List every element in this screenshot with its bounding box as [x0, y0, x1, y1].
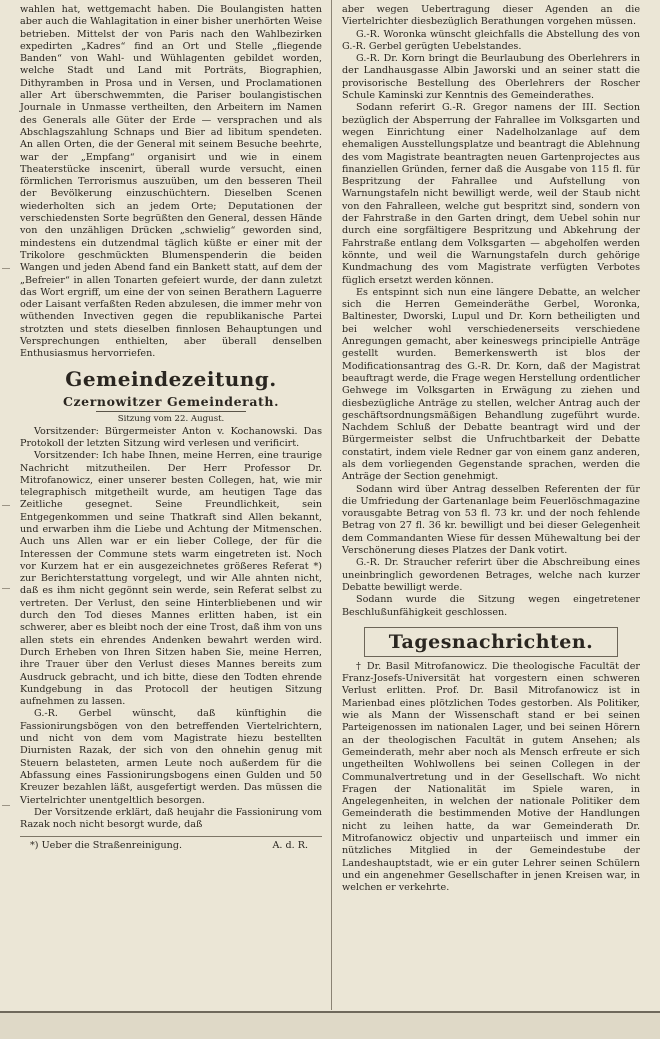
council-subtitle: Czernowitzer Gemeinderath. — [62, 393, 280, 409]
margin-mark — [2, 588, 10, 589]
column-divider — [331, 0, 332, 1010]
left-column — [20, 4, 322, 852]
council-paragraph: G.-R. Dr. Straucher referirt über die Abschreibung eines uneinbringlich gewordenen Betrages, welche nach kurzer Debatte bewilligt werde. — [342, 557, 640, 593]
council-paragraph: Sodann referirt G.-R. Gregor namens der III. Section bezüglich der Absperrung der Fahrallee im Volksgarten und wegen Einrichtung einer Nadelholzanlage auf dem ehemaligen Ausstellungsplatze und beantragt die Ablehnung des vom Magistrate beantragten neuen Gartenprojectes aus finanziellen Gründen, ferner daß die Ausgabe von 115 fl. für Bespritzung der Fahrallee und Aufstellung von Warnungstafeln nicht bewilligt werde, weil der Staub nicht von den Fahralleen, welche gut bespritzt sind, sondern von der Fahrstraße in den Garten dringt, dem Uebel sohin nur durch eine sorgfältigere Bespritzung und Abkehrung der Fahrstraße entlang dem Volksgarten — abgeholfen werden könnte, und weil die Warnungstafeln durch gehörige Kundmachung des vom Magistrate verfügten Verbotes füglich ersetzt werden können. — [342, 102, 640, 286]
footnote-signature: A. d. R. — [272, 840, 308, 852]
footnote-rule — [20, 836, 322, 837]
chair-paragraph: Vorsitzender: Bürgermeister Anton v. Kochanowski. Das Protokoll der letzten Sitzung wird verlesen und verificirt. — [20, 425, 322, 449]
margin-mark — [2, 268, 10, 269]
subtitle-rule — [96, 411, 246, 412]
page-bottom-margin — [0, 1013, 660, 1039]
council-paragraph: Sodann wurde die Sitzung wegen eingetretener Beschlußunfähigkeit geschlossen. — [342, 594, 640, 618]
session-date: Sitzung vom 22. August. — [117, 413, 225, 424]
gerbel-paragraph: G.-R. Gerbel wünscht, daß künftighin die Fassionirungsbögen von den betreffenden Viertelrichtern, und nicht von dem vom Magistrate hiezu bestellten Diurnisten Razak, der sich von den ohnehin genug mit Steuern belasteten, armen Leute noch außerdem für die Abfassung eines Fassionirungsbogens einen Gulden und 50 Kreuzer bezahlen läßt, ausgefertigt werden. Das müssen die Viertelrichter unentgeltlich besorgen. — [20, 708, 322, 806]
chair-reply-paragraph: Der Vorsitzende erklärt, daß heujahr die Fassionirung vom Razak noch nicht besorgt wurde, daß — [20, 806, 322, 831]
footnote-text: *) Ueber die Straßenreinigung. — [30, 840, 183, 852]
margin-mark — [2, 805, 10, 806]
right-column — [342, 4, 640, 894]
intro-paragraph: wahlen hat, wettgemacht haben. Die Boulangisten hatten aber auch die Wahlagitation in einer bisher unerhörten Weise betrieben. Mittelst der von Paris nach den Wahlbezirken expedirten „Kadres“ find an Ort und Stelle „fliegende Banden“ von Wahl- und Wühlagenten gebildet worden, welche Stadt und Land mit Porträts, Biographien, Dithyramben in Prosa und in Versen, und Proclamationen aller Art überschwemmten, die Pariser boulangistischen Journale in Unmasse vertheilten, den Arbeitern im Namen des Generals alle Güter der Erde — versprachen und als Abschlagszahlung Schnaps und Bier ad libitum spendeten. An allen Orten, die der General mit seinem Besuche beehrte, war der „Empfang“ organisirt und wie in einem Theaterstücke inscenirt, überall wurde versucht, einen förmlichen Terrorismus auszuüben, um den besseren Theil der Bevölkerung einzuschüchtern. Dieselben Scenen wiederholten sich an jedem Orte; Deputationen der verschiedensten Sorte begrüßten den General, dessen Hände von den unzähligen Drücken „schwielig“ geworden sind, mindestens ein dutzendmal täglich küßte er einer mit der Trikolore geschmückten Blumenspenderin die beiden Wangen und jeden Abend fand ein Bankett statt, auf dem der „Befreier“ in allen Tonarten gefeiert wurde, der dann zuletzt das Wort ergriff, um eine der von seinen Berathern Laguerre oder Laisant verfaßten Reden abzulesen, die immer mehr von wüthenden Invectiven gegen die republikanische Partei strotzten und stets dieselben finnlosen Behauptungen und Versprechungen enthielten, aber überall denselben Enthusiasmus hervorriefen. — [20, 4, 322, 360]
margin-mark — [2, 505, 10, 506]
news-paragraph: † Dr. Basil Mitrofanowicz. Die theologische Facultät der Franz-Josefs-Universität hat vorgestern einen schweren Verlust erlitten. Prof. Dr. Basil Mitrofanowicz ist in Marienbad eines plötzlichen Todes gestorben. Als Politiker, wie als Mann der Wissenschaft stand er bei seinen Parteigenossen im nationalen Lager, und bei seinen Hörern an der theologischen Facultät in gutem Ansehen; als Gemeinderath, mehr aber noch als Mensch erfreute er sich ungetheilten Wohlwollens bei seinen Collegen in der Communalvertretung und in der Gesellschaft. Wo nicht Fragen der Nationalität im Spiele waren, in Angelegenheiten, in welchen der nationale Politiker dem Gemeinderath die bestimmenden Motive der Handlungen nicht zu leihen hatte, da war Gemeinderath Dr. Mitrofanowicz objectiv und unparteiisch und immer ein nützliches Mitglied in der Gemeindestube der Landeshauptstadt, wie er ein guter Lehrer seinen Schülern und ein angenehmer Gesellschafter in jenen Kreisen war, in welchen er verkehrte. — [342, 660, 640, 894]
section-title-gemeindezeitung: Gemeindezeitung. — [65, 366, 277, 391]
council-paragraph: Sodann wird über Antrag desselben Referenten der für die Umfriedung der Gartenanlage beim Feuerlöschmagazine vorausgabte Betrag von 53 fl. 73 kr. und der noch fehlende Betrag von 27 fl. 36 kr. bewilligt und bei dieser Gelegenheit dem Commandanten Wiese für dessen Mühewaltung bei der Verschönerung dieses Platzes der Dank votirt. — [342, 483, 640, 557]
speech-paragraph: Vorsitzender: Ich habe Ihnen, meine Herren, eine traurige Nachricht mitzutheilen. Der Herr Professor Dr. Mitrofanowicz, einer unserer besten Collegen, hat, wie mir telegraphisch mitgetheilt wurde, am heutigen Tage das Zeitliche gesegnet. Seine Freundlichkeit, sein Entgegenkommen und seine Thatkraft sind Allen bekannt, und erwarben ihm die Liebe und Achtung der Mitmenschen. Auch uns Allen war er ein lieber College, der für die Interessen der Commune stets warm eingetreten ist. Noch vor Kurzem hat er ein ausgezeichnetes größeres Referat *) zur Berichterstattung vorgelegt, und wir Alle ahnten nicht, daß es ihm nicht gegönnt sein werde, sein Referat selbst zu vertreten. Der Verlust, den seine Hinterbliebenen und wir durch den Tod dieses Mannes erlitten haben, ist ein schwerer, aber es bleibt noch der eine Trost, daß ihm von uns allen stets ein ehrendes Andenken bewahrt werden wird. Durch Erheben von Ihren Sitzen haben Sie, meine Herren, ihre Trauer über den Verlust dieses Mannes bereits zum Ausdruck gebracht, und ich bitte, diese den Todten ehrende Kundgebung in das Protocoll der heutigen Sitzung aufnehmen zu lassen. — [20, 450, 322, 708]
council-paragraph: G.-R. Woronka wünscht gleichfalls die Abstellung des von G.-R. Gerbel gerügten Uebelstandes. — [342, 28, 640, 52]
council-paragraph: G.-R. Dr. Korn bringt die Beurlaubung des Oberlehrers in der Landhausgasse Albin Jaworski und an seiner statt die provisorische Bestellung des Oberlehrers der Roscher Schule Kaminski zur Kenntnis des Gemeinderathes. — [342, 53, 640, 102]
section-title-tagesnachrichten: Tagesnachrichten. — [364, 627, 618, 657]
footnote — [20, 840, 322, 852]
council-paragraph: Es entspinnt sich nun eine längere Debatte, an welcher sich die Herren Gemeinderäthe Gerbel, Woronka, Baltinester, Dworski, Lupul und Dr. Korn betheiligten und bei welcher wohl verschiedenerseits verschiedene Anregungen gemacht, aber keineswegs principielle Anträge gestellt wurden. Bemerkenswerth ist blos der Modificationsantrag des G.-R. Dr. Korn, daß der Magistrat beauftragt werde, die Frage wegen Herstellung ordentlicher Gehwege im Volksgarten in Erwägung zu ziehen und diesbezügliche Anträge zu stellen, welcher Antrag auch der geschäftsordnungsmäßigen Behandlung zugeführt wurde. Nachdem Schluß der Debatte beantragt wird und der Bürgermeister selbst die Unfruchtbarkeit der Debatte constatirt, indem viele Redner gar von einem ganz anderen, als dem vorliegenden Gegenstande sprachen, werden die Anträge der Section genehmigt. — [342, 286, 640, 483]
council-paragraph: aber wegen Uebertragung dieser Agenden an die Viertelrichter diesbezüglich Berathungen vorgehen müssen. — [342, 4, 640, 28]
